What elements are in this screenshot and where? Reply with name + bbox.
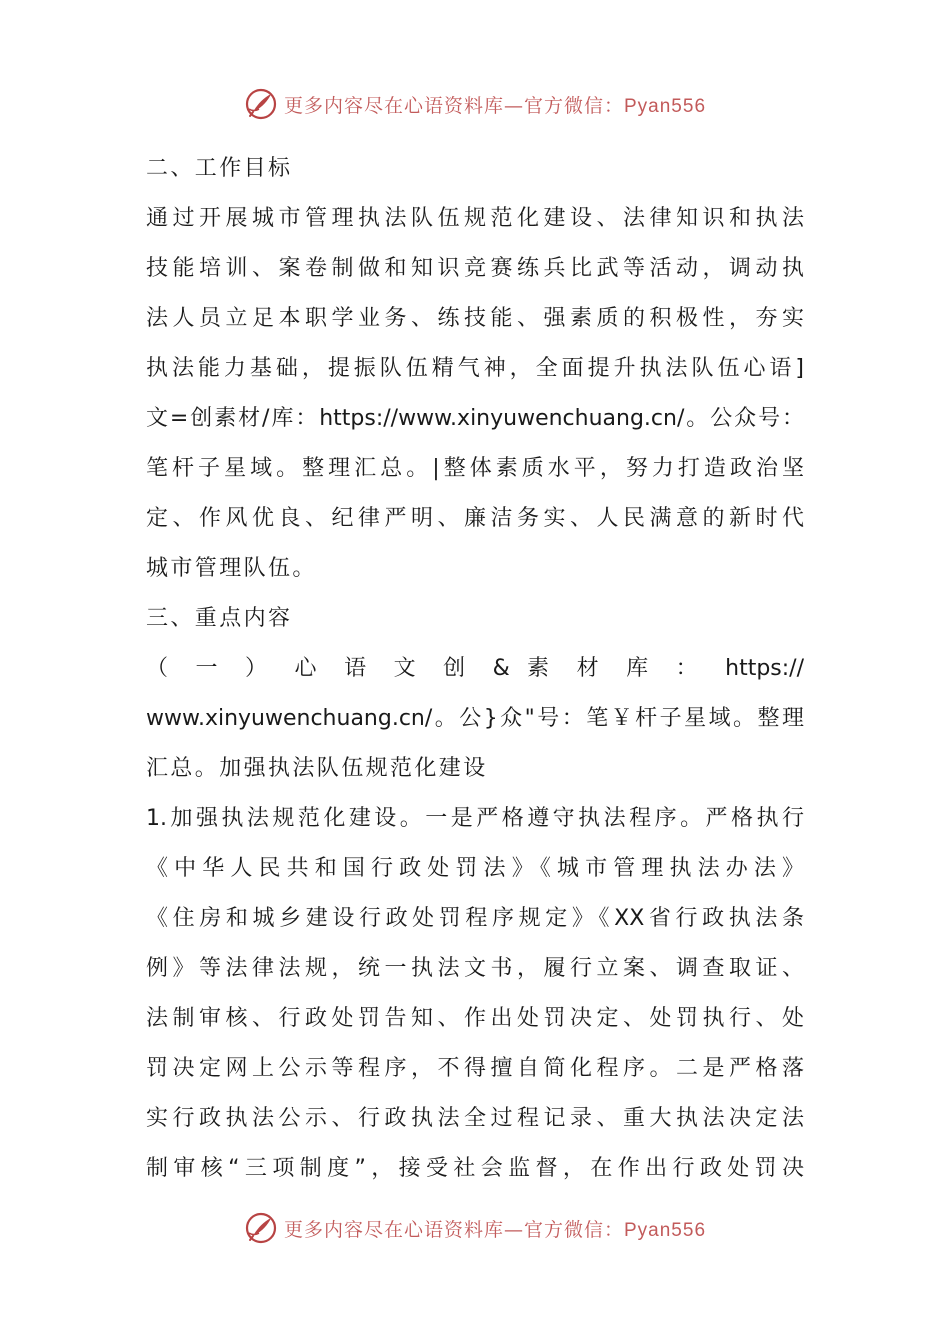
- section-heading-key-content: 三、重点内容: [146, 606, 293, 631]
- text-line: 定、作风优良、纪律严明、廉洁务实、人民满意的新时代: [146, 506, 804, 531]
- text-line: 实行政执法公示、行政执法全过程记录、重大执法决定法: [146, 1106, 804, 1131]
- text-line: 执法能力基础，提振队伍精气神，全面提升执法队伍心语]: [146, 356, 804, 381]
- quill-logo-icon: [244, 1211, 278, 1245]
- text-line: 笔杆子星域。整理汇总。|整体素质水平，努力打造政治坚: [146, 456, 804, 481]
- text-line: 法制审核、行政处罚告知、作出处罚决定、处罚执行、处: [146, 1006, 804, 1031]
- text-line: 汇总。加强执法队伍规范化建设: [146, 756, 488, 781]
- text-line: （ 一 ） 心 语 文 创 & 素 材 库 ： https://: [146, 656, 804, 681]
- text-line: 城市管理队伍。: [146, 556, 317, 581]
- footer-watermark: [0, 1206, 950, 1250]
- quill-logo-icon: [244, 87, 278, 121]
- text-line: 技能培训、案卷制做和知识竞赛练兵比武等活动，调动执: [146, 256, 804, 281]
- text-line: 《中华人民共和国行政处罚法》《城市管理执法办法》: [146, 856, 804, 881]
- text-line: 1.加强执法规范化建设。一是严格遵守执法程序。严格执行: [146, 806, 804, 831]
- text-line: 通过开展城市管理执法队伍规范化建设、法律知识和执法: [146, 206, 804, 231]
- watermark-text: 更多内容尽在心语资料库—官方微信：: [283, 94, 624, 117]
- section-heading-goals: 二、工作目标: [146, 156, 293, 181]
- text-line: www.xinyuwenchuang.cn/。公}众"号：笔￥杆子星域。整理: [146, 706, 804, 731]
- watermark-wechat-id: Pyan556: [624, 95, 707, 117]
- text-line: 罚决定网上公示等程序，不得擅自简化程序。二是严格落: [146, 1056, 804, 1081]
- text-line: 制审核“三项制度”，接受社会监督，在作出行政处罚决: [146, 1156, 804, 1181]
- watermark-text: 更多内容尽在心语资料库—官方微信：: [283, 1218, 624, 1241]
- text-line: 文=创素材/库：https://www.xinyuwenchuang.cn/。公众号：: [146, 406, 804, 431]
- text-line: 法人员立足本职学业务、练技能、强素质的积极性，夯实: [146, 306, 804, 331]
- text-line: 例》等法律法规，统一执法文书，履行立案、调查取证、: [146, 956, 804, 981]
- text-line: 《住房和城乡建设行政处罚程序规定》《XX省行政执法条: [146, 906, 804, 931]
- header-watermark: [0, 82, 950, 126]
- document-body: [146, 144, 804, 1194]
- watermark-wechat-id: Pyan556: [624, 1219, 707, 1241]
